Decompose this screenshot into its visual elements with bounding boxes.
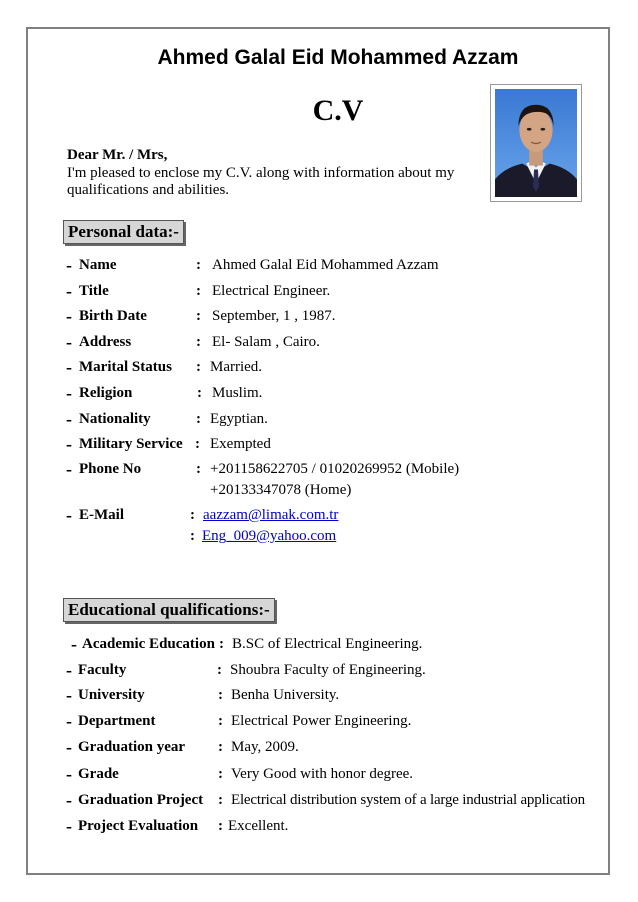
personal-row-email-2 [0,528,638,548]
personal-row-marital-status [0,359,638,379]
field-label: Religion [79,385,133,401]
education-row-faculty [0,662,638,682]
field-colon: : [197,385,202,401]
salutation: Dear Mr. / Mrs, [67,147,168,163]
field-value: September, 1 , 1987. [212,308,336,324]
field-colon: : [217,662,222,678]
field-label: Title [79,283,109,299]
personal-row-name [0,257,638,277]
personal-data-heading: Personal data:- [63,220,184,244]
personal-row-address [0,334,638,354]
cv-heading: C.V [312,94,364,127]
field-label: Name [79,257,117,273]
bullet-dash: - [66,816,72,836]
field-colon: : [218,766,223,782]
field-colon: : [219,636,224,652]
education-row-project-evaluation [0,818,638,838]
field-value: B.SC of Electrical Engineering. [232,636,423,652]
field-label: Nationality [79,411,151,427]
field-colon: : [196,411,201,427]
bullet-dash: - [66,505,72,525]
bullet-dash: - [66,434,72,454]
field-label: Phone No [79,461,142,477]
bullet-dash: - [66,409,72,429]
field-label: Address [79,334,132,350]
field-value: Benha University. [231,687,340,703]
field-colon: : [196,461,201,477]
bullet-dash: - [66,764,72,784]
field-colon: : [218,739,223,755]
bullet-dash: - [66,281,72,301]
bullet-dash: - [66,660,72,680]
field-value: Electrical distribution system of a large industrial application [231,792,585,808]
field-colon: : [218,687,223,703]
field-value: Exempted [210,436,271,452]
field-label: Military Service [79,436,183,452]
education-row-academic [0,636,638,656]
bullet-dash: - [66,459,72,479]
bullet-dash: - [66,332,72,352]
field-value: Ahmed Galal Eid Mohammed Azzam [212,257,439,273]
field-colon: : [195,436,200,452]
personal-row-military-service [0,436,638,456]
field-label: Department [78,713,156,729]
field-value: Electrical Engineer. [212,283,331,299]
field-value: Electrical Power Engineering. [231,713,412,729]
field-colon: : [190,507,195,523]
portrait-photo [490,84,582,202]
field-label: Graduation Project [78,792,204,808]
field-value: May, 2009. [231,739,299,755]
field-value: Muslim. [212,385,263,401]
field-colon: : [218,792,223,808]
field-label: Marital Status [79,359,172,375]
field-value: +20133347078 (Home) [210,482,352,498]
education-row-department [0,713,638,733]
field-colon: : [196,283,201,299]
portrait-photo-icon [495,89,577,197]
field-value: +201158622705 / 01020269952 (Mobile) [210,461,460,477]
field-colon: : [190,528,195,544]
intro-line-2: qualifications and abilities. [67,182,230,198]
field-label: Graduation year [78,739,186,755]
field-value: Excellent. [228,818,289,834]
field-colon: : [196,308,201,324]
education-row-graduation-project [0,792,638,812]
field-label: Project Evaluation [78,818,199,834]
field-label: Faculty [78,662,127,678]
field-label: Grade [78,766,119,782]
field-label: University [78,687,145,703]
bullet-dash: - [66,255,72,275]
bullet-dash: - [66,383,72,403]
personal-row-birth-date [0,308,638,328]
email-link-2[interactable]: Eng_009@yahoo.com [202,528,337,544]
bullet-dash: - [66,737,72,757]
bullet-dash: - [71,634,77,654]
bullet-dash: - [66,685,72,705]
personal-row-nationality [0,411,638,431]
field-colon: : [218,713,223,729]
field-label: E-Mail [79,507,124,523]
education-row-university [0,687,638,707]
field-value: Very Good with honor degree. [231,766,414,782]
personal-row-phone [0,461,638,481]
education-row-grade [0,766,638,786]
field-value: El- Salam , Cairo. [212,334,320,350]
bullet-dash: - [66,306,72,326]
personal-row-title [0,283,638,303]
email-link-1[interactable]: aazzam@limak.com.tr [203,507,339,523]
field-label: Birth Date [79,308,147,324]
applicant-name-title: Ahmed Galal Eid Mohammed Azzam [157,46,519,69]
field-colon: : [218,818,223,834]
intro-line-1: I'm pleased to enclose my C.V. along with information about my [67,165,455,181]
education-row-graduation-year [0,739,638,759]
bullet-dash: - [66,357,72,377]
field-label: Academic Education [82,636,215,652]
field-colon: : [196,359,201,375]
personal-row-phone-home [0,482,638,502]
bullet-dash: - [66,711,72,731]
field-value: Egyptian. [210,411,268,427]
field-colon: : [196,257,201,273]
personal-row-email [0,507,638,527]
bullet-dash: - [66,790,72,810]
field-value: Married. [210,359,263,375]
field-colon: : [196,334,201,350]
field-value: Shoubra Faculty of Engineering. [230,662,426,678]
education-heading: Educational qualifications:- [63,598,275,622]
personal-row-religion [0,385,638,405]
